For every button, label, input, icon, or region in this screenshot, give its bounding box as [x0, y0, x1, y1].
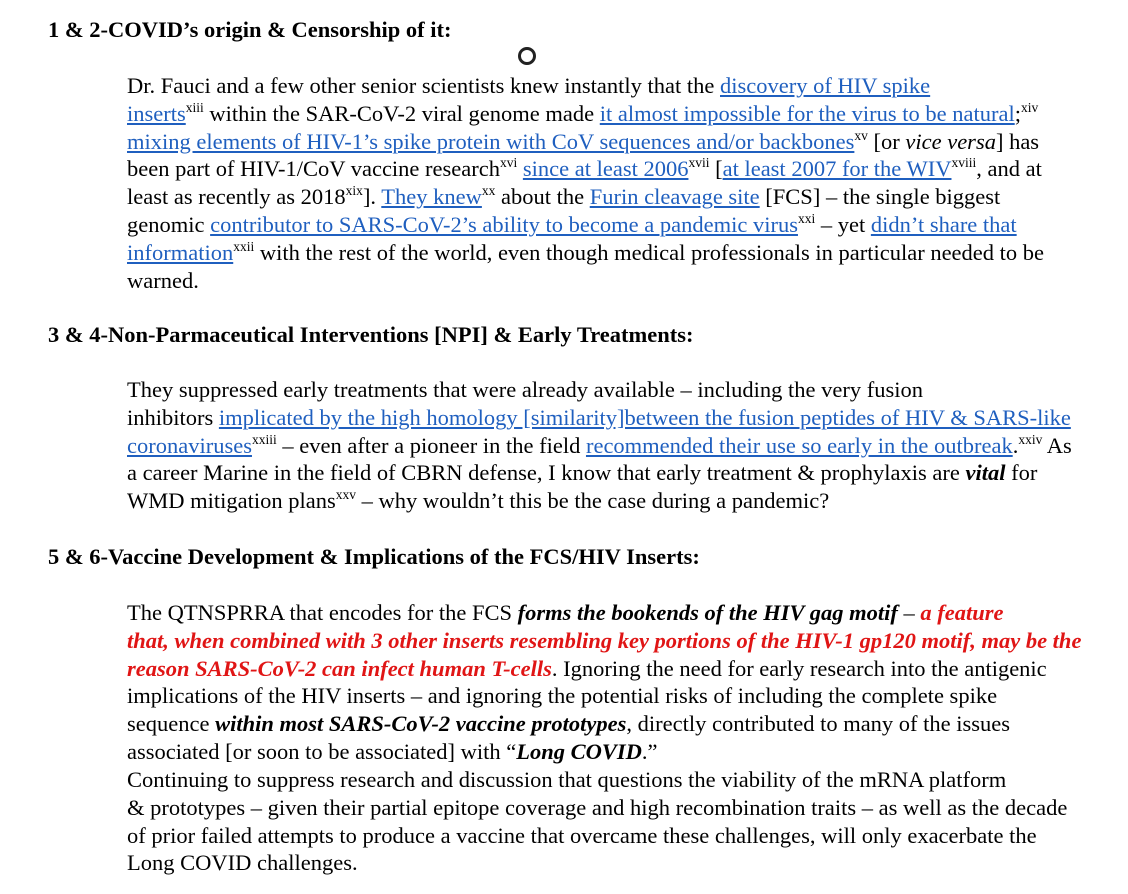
- hyperlink[interactable]: at least 2007 for the WIV: [722, 156, 952, 182]
- text-run: , directly contributed to many of the issues: [626, 711, 1011, 737]
- hyperlink[interactable]: inserts: [127, 100, 186, 126]
- text-line: [48, 738, 1081, 766]
- text-line: [48, 404, 1072, 432]
- text-line: [48, 599, 1081, 627]
- text-run: of prior failed attempts to produce a vaccine that overcame these challenges, will only exacerbate the: [127, 822, 1037, 848]
- endnote-marker: xviii: [951, 155, 977, 171]
- text-run: least as recently as 2018: [127, 184, 346, 210]
- text-run: Long COVID challenges.: [127, 850, 358, 876]
- paragraph-vaccine: [48, 599, 1081, 766]
- endnote-marker: xiv: [1020, 99, 1039, 115]
- hyperlink[interactable]: implicated by the high homology [similarity]between the fusion peptides of HIV & SARS-like: [218, 404, 1071, 430]
- hyperlink[interactable]: information: [127, 239, 234, 265]
- text-line: [48, 766, 1067, 794]
- text-run: sequence: [127, 711, 216, 737]
- text-run: Dr. Fauci and a few other senior scientists knew instantly that the: [127, 73, 720, 98]
- text-run: warned.: [127, 267, 199, 293]
- text-run: ] has: [995, 128, 1040, 154]
- text-line: [48, 128, 1044, 156]
- paragraph-long-covid: [48, 766, 1067, 877]
- text-run: that, when combined with 3 other inserts resembling key portions of the HIV-1 gp120 motif, may be the: [127, 627, 1082, 653]
- text-run: a feature: [920, 600, 1004, 625]
- text-line: [48, 655, 1081, 683]
- text-line: [48, 72, 1044, 100]
- text-run: been part of HIV-1/CoV vaccine research: [127, 156, 500, 182]
- text-line: [48, 432, 1072, 460]
- text-line: [48, 849, 1067, 877]
- text-run: with the rest of the world, even though medical professionals in particular needed to be: [254, 239, 1045, 265]
- endnote-marker: xvi: [499, 155, 518, 171]
- text-run: –: [897, 600, 921, 625]
- text-run: – yet: [815, 211, 871, 237]
- text-run: – why wouldn’t this be the case during a pandemic?: [355, 488, 830, 514]
- hyperlink[interactable]: contributor to SARS-CoV-2’s ability to become a pandemic virus: [210, 211, 798, 237]
- text-run: ;: [1014, 100, 1021, 126]
- text-run: WMD mitigation plans: [127, 488, 336, 514]
- text-run: , and at: [976, 156, 1042, 182]
- text-line: [48, 487, 1072, 515]
- endnote-marker: xiii: [185, 99, 204, 115]
- text-run: within the SAR-CoV-2 viral genome made: [203, 100, 600, 126]
- hyperlink[interactable]: discovery of HIV spike: [720, 73, 931, 98]
- text-line: [48, 459, 1072, 487]
- text-line: [48, 183, 1044, 211]
- text-run: Continuing to suppress research and discussion that questions the viability of the mRNA platform: [127, 767, 1007, 792]
- text-line: [48, 822, 1067, 850]
- hyperlink[interactable]: mixing elements of HIV-1’s spike protein with CoV sequences and/or backbones: [127, 128, 855, 154]
- text-run: genomic: [127, 211, 211, 237]
- text-line: [48, 211, 1044, 239]
- endnote-marker: xx: [481, 183, 496, 199]
- hyperlink[interactable]: it almost impossible for the virus to be natural: [599, 100, 1015, 126]
- text-run: about the: [495, 184, 590, 210]
- text-run: inhibitors: [127, 404, 219, 430]
- endnote-marker: xxiii: [251, 431, 277, 447]
- text-line: [48, 267, 1044, 295]
- text-run: & prototypes – given their partial epitope coverage and high recombination traits – as well as the decade: [127, 794, 1068, 820]
- text-run: [or: [867, 128, 906, 154]
- text-run: for: [1005, 460, 1038, 486]
- hyperlink[interactable]: They knew: [381, 184, 482, 210]
- text-run: .”: [641, 738, 658, 764]
- endnote-marker: xxi: [797, 210, 816, 226]
- endnote-marker: xvii: [688, 155, 710, 171]
- text-run: Long COVID: [516, 738, 642, 764]
- text-run: forms the bookends of the HIV gag motif: [517, 600, 898, 625]
- text-line: [48, 239, 1044, 267]
- hyperlink[interactable]: recommended their use so early in the outbreak: [585, 432, 1013, 458]
- hyperlink[interactable]: since at least 2006: [522, 156, 689, 182]
- cursor-circle-icon: [518, 47, 536, 65]
- section-heading-vaccine: 5 & 6-Vaccine Development & Implications of the FCS/HIV Inserts:: [48, 544, 700, 569]
- section-heading-origin: 1 & 2-COVID’s origin & Censorship of it:: [48, 17, 452, 42]
- text-run: ].: [362, 184, 382, 210]
- hyperlink[interactable]: Furin cleavage site: [589, 184, 760, 210]
- text-line: [48, 710, 1081, 738]
- text-run: The QTNSPRRA that encodes for the FCS: [127, 600, 518, 625]
- text-run: associated [or soon to be associated] with “: [127, 738, 517, 764]
- text-run: vital: [965, 460, 1006, 486]
- paragraph-npi: [48, 376, 1072, 515]
- endnote-marker: xv: [854, 127, 868, 143]
- endnote-marker: xix: [345, 183, 363, 199]
- endnote-marker: xxii: [233, 238, 255, 254]
- text-line: [48, 376, 1072, 404]
- text-run: a career Marine in the field of CBRN defense, I know that early treatment & prophylaxis are: [127, 460, 966, 486]
- text-line: [48, 627, 1081, 655]
- text-run: .: [1012, 432, 1019, 458]
- text-run: They suppressed early treatments that were already available – including the very fusion: [127, 377, 923, 402]
- text-line: [48, 794, 1067, 822]
- text-line: [48, 155, 1044, 183]
- text-run: . Ignoring the need for early research into the antigenic: [551, 655, 1047, 681]
- text-run: [FCS] – the single biggest: [759, 184, 1001, 210]
- text-line: [48, 100, 1044, 128]
- hyperlink[interactable]: coronaviruses: [127, 432, 252, 458]
- section-heading-npi: 3 & 4-Non-Parmaceutical Interventions [NPI] & Early Treatments:: [48, 322, 694, 347]
- text-run: vice versa: [905, 128, 996, 154]
- hyperlink[interactable]: didn’t share that: [870, 211, 1017, 237]
- endnote-marker: xxiv: [1018, 431, 1043, 447]
- text-line: [48, 682, 1081, 710]
- text-run: As: [1042, 432, 1072, 458]
- text-run: [: [709, 156, 723, 182]
- text-run: reason SARS-CoV-2 can infect human T-cells: [127, 655, 552, 681]
- endnote-marker: xxv: [335, 487, 356, 503]
- text-run: within most SARS-CoV-2 vaccine prototypes: [215, 711, 627, 737]
- paragraph-origin: [48, 72, 1044, 294]
- text-run: implications of the HIV inserts – and ignoring the potential risks of including the complete spike: [127, 683, 998, 709]
- text-run: – even after a pioneer in the field: [276, 432, 586, 458]
